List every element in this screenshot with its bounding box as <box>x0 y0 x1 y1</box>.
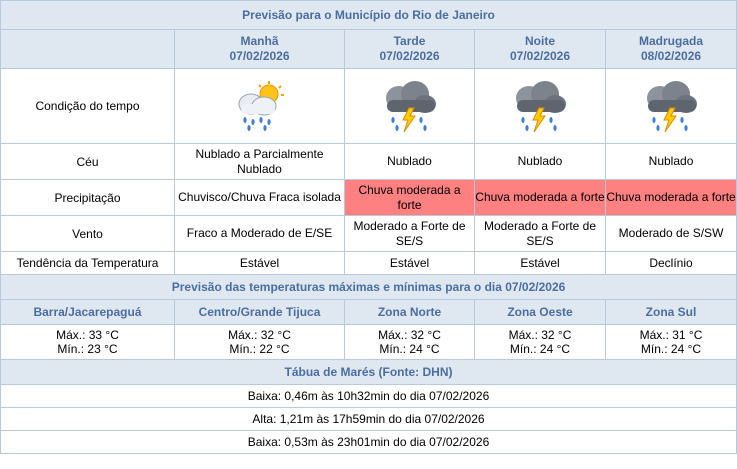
zone-name: Barra/Jacarepaguá <box>1 300 175 325</box>
period-date: 08/02/2026 <box>641 49 702 63</box>
cloud-sun-drizzle-icon <box>229 80 291 132</box>
zone-temps <box>606 325 737 360</box>
row-label-vento: Vento <box>1 216 175 252</box>
row-label-ceu: Céu <box>1 144 175 180</box>
forecast-title: Previsão para o Município do Rio de Janeiro <box>1 1 737 30</box>
tide-row: Baixa: 0,53m às 23h01min do dia 07/02/2026 <box>1 431 737 454</box>
vento-cell <box>175 216 345 252</box>
zone-temps <box>475 325 606 360</box>
weather-icon-cell <box>345 69 475 144</box>
ceu-cell <box>175 144 345 180</box>
ceu-value: Nublado <box>387 154 432 168</box>
zone-temps <box>1 325 175 360</box>
period-header-tarde <box>345 30 475 69</box>
zone-temps <box>175 325 345 360</box>
precip-cell-alert <box>345 180 475 216</box>
min-temp: Mín.: 23 °C <box>57 342 118 356</box>
storm-cloud-lightning-icon <box>509 78 571 134</box>
period-header-manha <box>175 30 345 69</box>
min-temp: Mín.: 24 °C <box>379 342 440 356</box>
vento-value: Moderado a Forte de SE/S <box>353 218 466 248</box>
tide-row: Alta: 1,21m às 17h59min do dia 07/02/2026 <box>1 408 737 431</box>
tendencia-value: Declínio <box>606 252 737 275</box>
tendencia-value: Estável <box>175 252 345 275</box>
max-temp: Máx.: 31 °C <box>639 328 703 342</box>
zone-temps <box>345 325 475 360</box>
tides-header: Tábua de Marés (Fonte: DHN) <box>1 360 737 385</box>
precip-value: Chuva moderada a forte <box>475 190 605 204</box>
zone-name: Zona Sul <box>606 300 737 325</box>
storm-cloud-lightning-icon <box>640 78 702 134</box>
row-label-condicao: Condição do tempo <box>1 69 175 144</box>
weather-icon-cell <box>475 69 606 144</box>
zone-name: Zona Norte <box>345 300 475 325</box>
precip-cell <box>175 180 345 216</box>
ceu-value: Nublado a Parcialmente Nublado <box>195 146 324 176</box>
min-temp: Mín.: 22 °C <box>229 342 290 356</box>
vento-value: Moderado de S/SW <box>618 226 724 240</box>
ceu-value: Nublado <box>648 154 694 168</box>
period-name: Tarde <box>393 34 426 48</box>
vento-value: Fraco a Moderado de E/SE <box>186 226 333 240</box>
row-label-tendencia: Tendência da Temperatura <box>1 252 175 275</box>
ceu-cell <box>475 144 606 180</box>
max-temp: Máx.: 33 °C <box>56 328 119 342</box>
max-temp: Máx.: 32 °C <box>508 328 572 342</box>
period-name: Manhã <box>240 34 279 48</box>
tendencia-value: Estável <box>475 252 606 275</box>
vento-cell <box>475 216 606 252</box>
precip-cell-alert <box>606 180 737 216</box>
vento-cell <box>345 216 475 252</box>
temps-table <box>0 300 737 454</box>
precip-value: Chuva moderada a forte <box>606 190 736 204</box>
ceu-value: Nublado <box>517 154 563 168</box>
max-temp: Máx.: 32 °C <box>228 328 291 342</box>
period-name: Noite <box>525 34 555 48</box>
precip-value: Chuvisco/Chuva Fraca isolada <box>178 190 341 204</box>
weather-icon-cell <box>175 69 345 144</box>
period-name: Madrugada <box>639 34 704 48</box>
precip-cell-alert <box>475 180 606 216</box>
period-date: 07/02/2026 <box>509 49 571 63</box>
zone-name: Centro/Grande Tijuca <box>175 300 345 325</box>
ceu-cell <box>345 144 475 180</box>
period-header-noite <box>475 30 606 69</box>
vento-value: Moderado a Forte de SE/S <box>483 218 597 248</box>
weather-icon-cell <box>606 69 737 144</box>
precip-value: Chuva moderada a forte <box>358 182 461 212</box>
max-temp: Máx.: 32 °C <box>378 328 441 342</box>
period-date: 07/02/2026 <box>229 49 290 63</box>
zone-name: Zona Oeste <box>475 300 606 325</box>
tide-row: Baixa: 0,46m às 10h32min do dia 07/02/2026 <box>1 385 737 408</box>
storm-cloud-lightning-icon <box>379 78 441 134</box>
min-temp: Mín.: 24 °C <box>640 342 702 356</box>
tendencia-value: Estável <box>345 252 475 275</box>
min-temp: Mín.: 24 °C <box>509 342 571 356</box>
row-label-precipitacao: Precipitação <box>1 180 175 216</box>
period-date: 07/02/2026 <box>379 49 440 63</box>
corner-cell <box>1 30 175 69</box>
period-header-madrugada <box>606 30 737 69</box>
temps-header: Previsão das temperaturas máximas e mínimas para o dia 07/02/2026 <box>1 275 737 300</box>
vento-cell <box>606 216 737 252</box>
ceu-cell <box>606 144 737 180</box>
